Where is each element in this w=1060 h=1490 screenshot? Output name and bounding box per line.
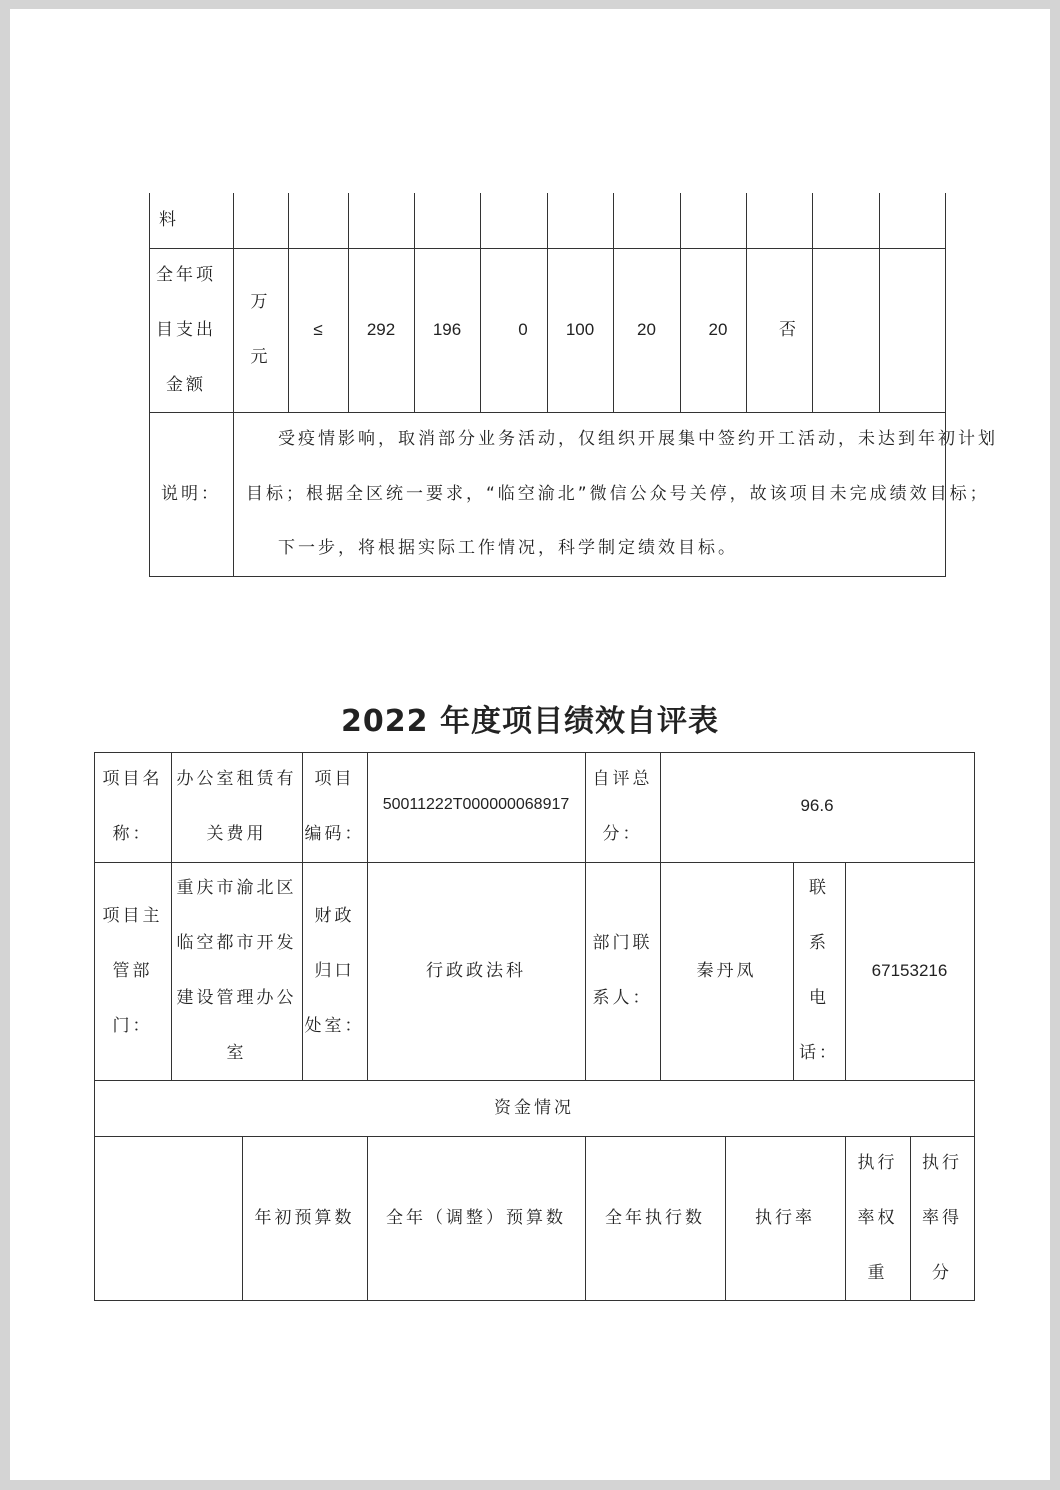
funds-col-execution-rate: 执行率: [755, 1207, 815, 1228]
expense-value-2: 196: [432, 320, 462, 339]
funds-col-rate-score: 执行 率得 分: [922, 1152, 962, 1283]
note-line-3: 下一步，将根据实际工作情况，科学制定绩效目标。: [278, 538, 738, 558]
project-code-label: 项目 编码：: [304, 769, 365, 844]
self-score-label: 自评总 分：: [592, 769, 653, 844]
funds-col-initial-budget: 年初预算数: [254, 1207, 355, 1228]
expense-value-6: 20: [708, 320, 728, 339]
funds-col-executed: 全年执行数: [605, 1207, 705, 1228]
project-name-label: 项目名 称：: [102, 769, 163, 844]
phone-value: 67153216: [871, 961, 948, 980]
department-label: 项目主 管部 门：: [102, 905, 163, 1036]
self-score-value: 96.6: [800, 796, 834, 815]
project-code-value: 50011222T000000068917: [382, 796, 570, 813]
contact-person-label: 部门联 系人：: [592, 933, 653, 1008]
expense-value-3: 0: [518, 320, 528, 339]
expense-row-label: 全年项 目支出 金额: [156, 264, 216, 395]
funds-section-header: 资金情况: [494, 1097, 574, 1118]
completion-flag: 否: [779, 319, 799, 340]
comparison-symbol: ≤: [313, 320, 323, 339]
form-title: 2022 年度项目绩效自评表: [341, 704, 719, 739]
expense-value-4: 100: [565, 320, 595, 339]
expense-value-1: 292: [366, 320, 396, 339]
funds-col-rate-weight: 执行 率权 重: [857, 1152, 898, 1283]
finance-office-value: 行政政法科: [426, 960, 526, 981]
funds-col-adjusted-budget: 全年（调整）预算数: [386, 1207, 566, 1228]
expense-unit: 万 元: [250, 292, 271, 367]
note-line-2: 目标；根据全区统一要求，“临空渝北”微信公众号关停，故该项目未完成绩效目标；: [246, 484, 990, 504]
note-line-1: 受疫情影响，取消部分业务活动，仅组织开展集中签约开工活动，未达到年初计划: [278, 429, 998, 449]
row-label-fragment: 料: [159, 210, 179, 230]
phone-label: 联 系 电 话：: [799, 878, 839, 1063]
contact-person-value: 秦丹凤: [696, 960, 757, 981]
project-name-value: 办公室租赁有 关费用: [176, 769, 297, 844]
note-label: 说明：: [161, 483, 221, 504]
expense-value-5: 20: [637, 320, 656, 339]
finance-office-label: 财政 归口 处室：: [304, 905, 365, 1036]
department-value: 重庆市渝北区 临空都市开发 建设管理办公 室: [176, 878, 297, 1063]
